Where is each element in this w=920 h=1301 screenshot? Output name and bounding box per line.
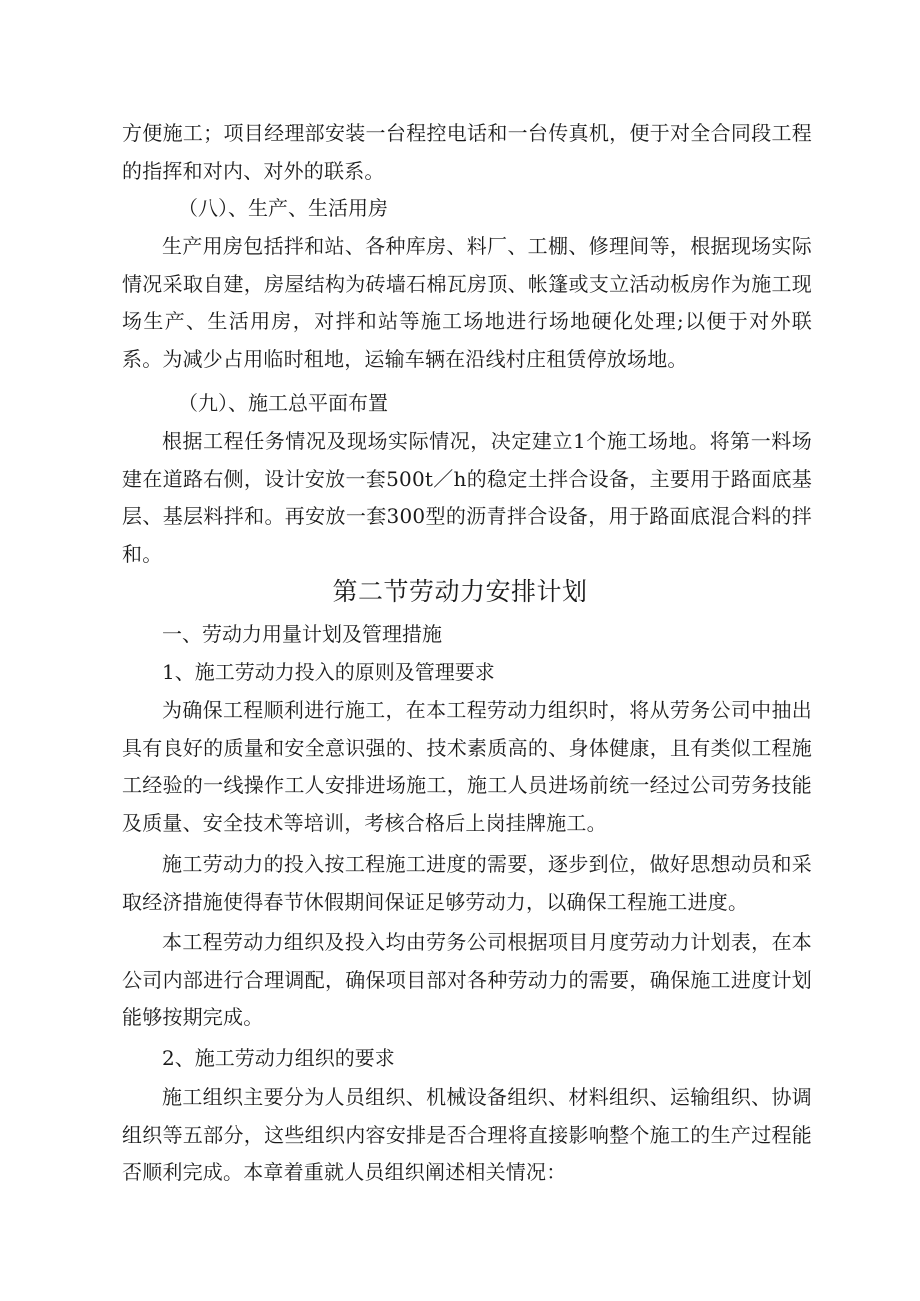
paragraph-labor-principles: 为确保工程顺利进行施工，在本工程劳动力组织时，将从劳务公司中抽出具有良好的质量和安全意识强的、技术素质高的、身体健康，且有类似工程施工经验的一线操作工人安排进场施工，施工人员进场前统一经过公司劳务技能及质量、安全技术等培训，考核合格后上岗挂牌施工。 — [122, 698, 812, 835]
paragraph-labor-progress: 施工劳动力的投入按工程施工进度的需要，逐步到位，做好思想动员和采取经济措施使得春节休假期间保证足够劳动力，以确保工程施工进度。 — [122, 852, 812, 914]
heading-labor-plan: 一、劳动力用量计划及管理措施 — [162, 622, 442, 646]
paragraph-labor-allocation: 本工程劳动力组织及投入均由劳务公司根据项目月度劳动力计划表，在本公司内部进行合理调配，确保项目部对各种劳动力的需要，确保施工进度计划能够按期完成。 — [122, 930, 812, 1029]
heading-labor-organization: 2、施工劳动力组织的要求 — [162, 1046, 395, 1070]
paragraph-site-layout: 根据工程任务情况及现场实际情况，决定建立1个施工场地。将第一料场建在道路右侧，设计安放一套500t／h的稳定土拌合设备，主要用于路面底基层、基层料拌和。再安放一套300型的沥青拌合设备，用于路面底混合料的拌和。 — [122, 429, 812, 566]
paragraph-labor-organization: 施工组织主要分为人员组织、机械设备组织、材料组织、运输组织、协调组织等五部分，这些组织内容安排是否合理将直接影响整个施工的生产过程能否顺利完成。本章着重就人员组织阐述相关情况： — [122, 1085, 812, 1184]
heading-site-layout: （九）、施工总平面布置 — [178, 391, 388, 415]
heading-production-housing: （八）、生产、生活用房 — [178, 196, 388, 220]
paragraph-production-housing: 生产用房包括拌和站、各种库房、料厂、工棚、修理间等，根据现场实际情况采取自建，房屋结构为砖墙石棉瓦房顶、帐篷或支立活动板房作为施工现场生产、生活用房，对拌和站等施工场地进行场地硬化处理;以便于对外联系。为减少占用临时租地，运输车辆在沿线村庄租赁停放场地。 — [122, 234, 812, 371]
section-title: 第二节劳动力安排计划 — [332, 577, 588, 606]
paragraph-communication: 方便施工；项目经理部安装一台程控电话和一台传真机，便于对全合同段工程的指挥和对内、对外的联系。 — [122, 121, 812, 183]
heading-labor-principles: 1、施工劳动力投入的原则及管理要求 — [162, 660, 495, 684]
